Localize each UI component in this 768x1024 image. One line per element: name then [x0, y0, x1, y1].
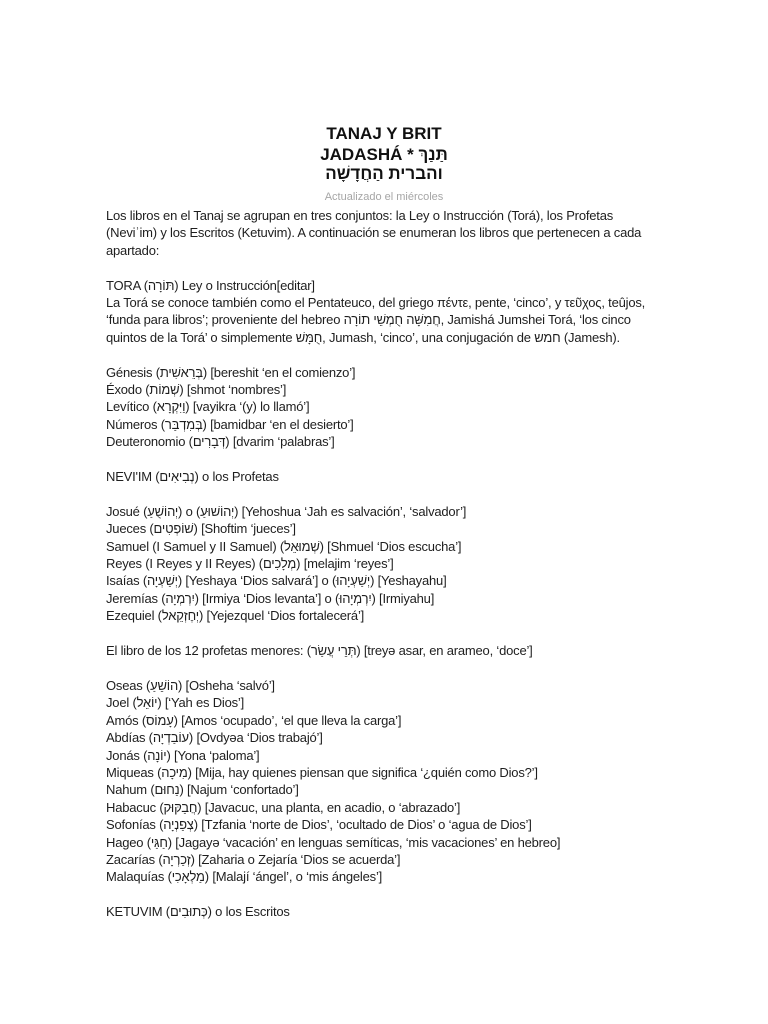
blank-line [106, 659, 661, 676]
text-line: Isaías (יְשַׁעְיָה) [Yeshaya ‘Dios salvará’] o (יְשַׁעְיָהוּ) [Yeshayahu] [106, 573, 447, 589]
text-line: Jonás (יוֹנָה) [Yona ‘paloma’] [106, 747, 260, 763]
text-line: Jeremías (יִרְמְיָה) [Irmiya ‘Dios levanta’] o (יִרְמְיָהוּ) [Irmiyahu] [106, 590, 435, 606]
document-title-line-2: JADASHÁ * תַּנַךְ [320, 145, 448, 164]
text-line: Amós (עָמוֹס) [Amos ‘ocupado’, ‘el que lleva la carga’] [106, 712, 402, 728]
text-line: Jueces (שׁוֹפְטִים) [Shoftim ‘jueces’] [106, 521, 296, 537]
document-body [106, 207, 661, 921]
text-line: Reyes (I Reyes y II Reyes) (מְלָכִים) [melajim ‘reyes’] [106, 556, 394, 572]
text-line: Habacuc (חֲבַקּוּק) [Javacuc, una planta, en acadio, o ‘abrazado’] [106, 799, 461, 815]
text-line: NEVI'IM (נְבִיאִים) o los Profetas [106, 469, 279, 485]
document-title-line-1: TANAJ Y BRIT [326, 124, 442, 143]
text-line: ‘funda para libros’; proveniente del hebreo חֲמִשָּׁה חֻמְשֵׁי תוֹרָה, Jamishá Jumshei Torá, ‘los cinco [106, 312, 631, 328]
blank-line [106, 259, 661, 276]
text-line: Oseas (הוֹשֵׁעַ) [Osheha ‘salvó’] [106, 677, 275, 693]
text-line: Hageo (חַגַּי) [Jagayə ‘vacación’ en lenguas semíticas, ‘mis vacaciones’ en hebreo] [106, 834, 561, 850]
text-line: Génesis (בְּרֵאשִׁית) [bereshit ‘en el comienzo’] [106, 364, 356, 380]
blank-line [106, 346, 661, 363]
text-line: KETUVIM (כְּתוּבִים) o los Escritos [106, 904, 290, 920]
blank-line [106, 625, 661, 642]
text-line: (Neviʾim) y los Escritos (Ketuvim). A continuación se enumeran los libros que pertenecen a cada [106, 225, 642, 241]
text-line: Sofonías (צְפַנְיָה) [Tzfania ‘norte de Dios’, ‘ocultado de Dios’ o ‘agua de Dios’] [106, 817, 532, 833]
blank-line [106, 451, 661, 468]
text-line: Los libros en el Tanaj se agrupan en tres conjuntos: la Ley o Instrucción (Torá), los Profetas [106, 208, 614, 223]
text-line: Deuteronomio (דְּבָרִים) [dvarim ‘palabras’] [106, 434, 335, 450]
blank-line [106, 886, 661, 903]
text-line: quintos de la Torá’ o simplemente חֻמָּשׁ, Jumash, ‘cinco’, una conjugación de חמש (Jamesh). [106, 329, 620, 345]
text-line: Zacarías (זְכַרְיָה) [Zaharia o Zejaría ‘Dios se acuerda’] [106, 851, 401, 867]
text-line: Números (בְּמִדְבַּר) [bamidbar ‘en el desierto’] [106, 416, 354, 432]
blank-line [106, 485, 661, 502]
text-line: Abdías (עוֹבַדְיָה) [Ovdyəa ‘Dios trabajó’] [106, 730, 323, 746]
document-title-line-3: והברית הַחֲדָשָׁה [325, 164, 443, 183]
text-line: La Torá se conoce también como el Pentateuco, del griego πέντε, pente, ‘cinco’, y τεῦχος, teûjos, [106, 295, 646, 311]
text-line: Malaquías (מַלְאָכִי) [Malají ‘ángel’, o ‘mis ángeles’] [106, 869, 383, 885]
text-line: El libro de los 12 profetas menores: (תְּרֵי עֲשַׂר) [treyə asar, en arameo, ‘doce’] [106, 643, 533, 659]
updated-note: Actualizado el miércoles [324, 191, 444, 203]
text-line: Samuel (I Samuel y II Samuel) (שְׁמוּאֵל) [Shmuel ‘Dios escucha’] [106, 538, 462, 554]
text-line: Ezequiel (יְחֶזְקֵאל) [Yejezquel ‘Dios fortalecerá’] [106, 608, 365, 624]
text-line: Levítico (וַיִּקְרָא) [vayikra ‘(y) lo llamó’] [106, 399, 310, 415]
text-line: TORA (תּוֹרָה) Ley o Instrucción[editar] [106, 277, 315, 293]
text-line: apartado: [106, 242, 160, 258]
text-line: Éxodo (שְׁמוֹת) [shmot ‘nombres’] [106, 382, 287, 398]
text-line: Nahum (נַחוּם) [Najum ‘confortado’] [106, 782, 299, 798]
text-line: Miqueas (מִיכָה) [Mija, hay quienes piensan que significa ‘¿quién como Dios?’] [106, 764, 538, 780]
text-line: Joel (יוֹאֵל) [‘Yah es Dios’] [106, 695, 245, 711]
text-line: Josué (יְהוֹשֻׁעַ) o (יְהוֹשׁוּעַ) [Yehoshua ‘Jah es salvación’, ‘salvador’] [106, 503, 467, 519]
